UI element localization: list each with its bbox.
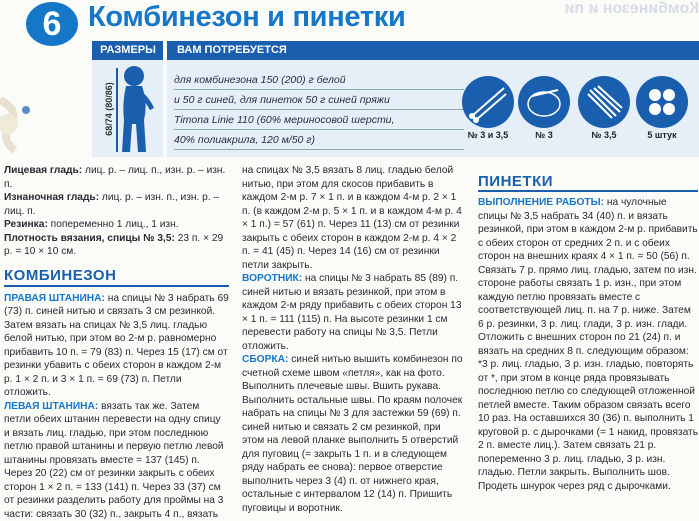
subsection-label: ВЫПОЛНЕНИЕ РАБОТЫ: xyxy=(478,197,605,208)
circular-needle-icon xyxy=(518,76,570,128)
column-2 xyxy=(242,164,464,515)
knitting-needles-icon xyxy=(462,76,514,128)
materials-line: 40% полиакрила, 120 м/50 г) xyxy=(174,130,464,150)
sizes-heading: РАЗМЕРЫ xyxy=(100,44,156,56)
materials-line: для комбинезона 150 (200) г белой xyxy=(174,70,464,90)
term-label: Резинка: xyxy=(4,219,48,230)
tool-label: № 3 xyxy=(535,130,553,140)
section-number-badge: 6 xyxy=(26,2,78,46)
term-label: Изнаночная гладь: xyxy=(4,192,100,203)
subsection-label: СБОРКА: xyxy=(242,354,289,365)
materials-heading: ВАМ ПОТРЕБУЕТСЯ xyxy=(177,44,287,56)
column-1 xyxy=(4,164,229,521)
bleed-through-title: Комбинезон и пи xyxy=(564,0,699,17)
page-title: Комбинезон и пинетки xyxy=(88,1,406,33)
paragraph-text: на чулочные спицы № 3,5 набрать 34 (40) п. и вязать резинкой, при этом в каждом 2-м р. прибавить с обеих сторон от средних 2 п. и с обеих сторон на внешних краях 4 × 1 п. = 50 (56) п. Связать 7 р. прямо лиц. гладью, затем по изн. стороне работы связать 1 р. изн., при этом каждую петлю провязать вместе с соответствующей лиц. п. на 7 р. ниже. Затем 6 р. резинки, 3 р. лиц. глади, 3 р. изн. глади. Отложить с внешних сторон по 21 (24) п. и вязать на средних 8 п. следующим образом: *3 р. лиц. гладью, 3 р. изн. гладью, повторять от *, при этом в конце ряда провязывать последнюю петлю со следующей отложенной петлей вместе. Таким образом связать всего 10 раз. На оставшихся 30 (36) п. выполнить 1 круговой р. с дырочками (= 1 накид, провязать 2 п. вместе лиц.). Затем связать 21 р. попеременно 3 р. лиц. гладью, 3 р. изн. гладью. Петли закрыть. Выполнить шов. Продеть шнурок через ряд с дырочками. xyxy=(478,197,699,492)
double-pointed-needles-icon xyxy=(578,76,630,128)
materials-line: Timona Linie 110 (60% мериносовой шерсти, xyxy=(174,110,464,130)
paragraph-text: на спицах № 3,5 вязать 8 лиц. гладью белой нитью, при этом для скосов прибавить в каждом 2-м р. 7 × 1 п. и в каждом 4-м р. 2 × 1 п. (в каждом 2-м р. 5 × 1 п. и в каждом 4-м р. 4 × 1 п.) = 57 (61) п. Через 11 (13) см от резинки закрыть с обеих сторон в каждом 2-м р. 4 × 2 п. = 41 (45) п. Через 14 (16) см от резинки петли закрыть. xyxy=(242,165,462,271)
header-divider xyxy=(163,41,167,60)
baby-silhouette-icon xyxy=(110,64,160,156)
section-heading: ПИНЕТКИ xyxy=(478,173,698,192)
subsection-label: ПРАВАЯ ШТАНИНА: xyxy=(4,292,105,304)
section-heading: КОМБИНЕЗОН xyxy=(4,267,229,287)
sizes-value: 68/74 (80/86) xyxy=(104,82,114,136)
yarn-ball-icon xyxy=(0,80,34,160)
column-3 xyxy=(478,196,698,493)
term-text: попеременно 1 лиц., 1 изн. xyxy=(47,219,179,230)
term-label: Плотность вязания, спицы № 3,5: xyxy=(4,232,175,244)
tool-label: № 3 и 3,5 xyxy=(467,130,509,140)
materials-line: и 50 г синей, для пинеток 50 г синей пряжи xyxy=(174,90,464,110)
subsection-label: ЛЕВАЯ ШТАНИНА: xyxy=(4,400,99,412)
tool-label: № 3,5 xyxy=(591,130,617,140)
materials-list xyxy=(174,70,464,150)
term-text: 23 п. × 29 р. = 10 × 10 см. xyxy=(4,232,224,257)
paragraph-text: на спицы № 3 набрать 69 (73) п. синей нитью и связать 3 см резинкой. Затем вязать на спицах № 3,5 лиц. гладью белой нитью, при этом во 2-м р. равномерно прибавить 10 п. = 79 (83) п. Через 15 (17) см от резинки убавить с обеих сторон в каждом 2-м р. 1 × 2 п. и 3 × 1 п. = 69 (73) п. Петли отложить. xyxy=(4,292,229,398)
term-text: лиц. р. – изн. п., изн. р. – лиц. п. xyxy=(4,192,220,217)
paragraph-text: вязать так же. Затем петли обеих штанин перевести на одну спицу и вязать лиц. гладью, при этом последнюю петлю правой штанины и первую петлю левой штанины провязать вместе = 137 (145) п. Через 20 (22) см от резинки закрыть с обеих сторон 1 × 2 п. = 133 (141) п. Через 33 (37) см от резинки разделить работу для проймы на 3 части: связать 30 (32) п., закрыть 4 п., вязать xyxy=(4,400,224,520)
paragraph-text: на спицы № 3 набрать 85 (89) п. синей нитью и вязать резинкой, при этом в каждом 2-м ряду прибавить с обеих сторон 13 × 1 п. = 111 (115) п. На высоте резинки 1 см перевести работу на спицы № 3,5. Петли отложить. xyxy=(242,273,462,352)
panel-divider xyxy=(163,60,167,157)
tool-label: 5 штук xyxy=(647,130,677,140)
term-label: Лицевая гладь: xyxy=(4,165,83,176)
subsection-label: ВОРОТНИК: xyxy=(242,273,303,284)
term-text: лиц. р. – лиц. п., изн. р. – изн. п. xyxy=(4,165,226,190)
buttons-icon xyxy=(636,76,688,128)
paragraph-text: синей нитью вышить комбинезон по счетной схеме швом «петля», как на фото. Выполнить плечевые швы. Вшить рукава. Выполнить остальные швы. По краям полочек набрать на спицы № 3 для застежки 59 (69) п. синей нитью и связать 2 см резинкой, при этом на левой планке выполнить 5 отверстий для пуговиц (= закрыть 1 п. и в следующем ряду набрать ее снова): первое отверстие выполнить через 3 (4) п. от нижнего края, остальные с интервалом 12 (14) п. Пришить пуговицы и воротник. xyxy=(242,354,463,514)
